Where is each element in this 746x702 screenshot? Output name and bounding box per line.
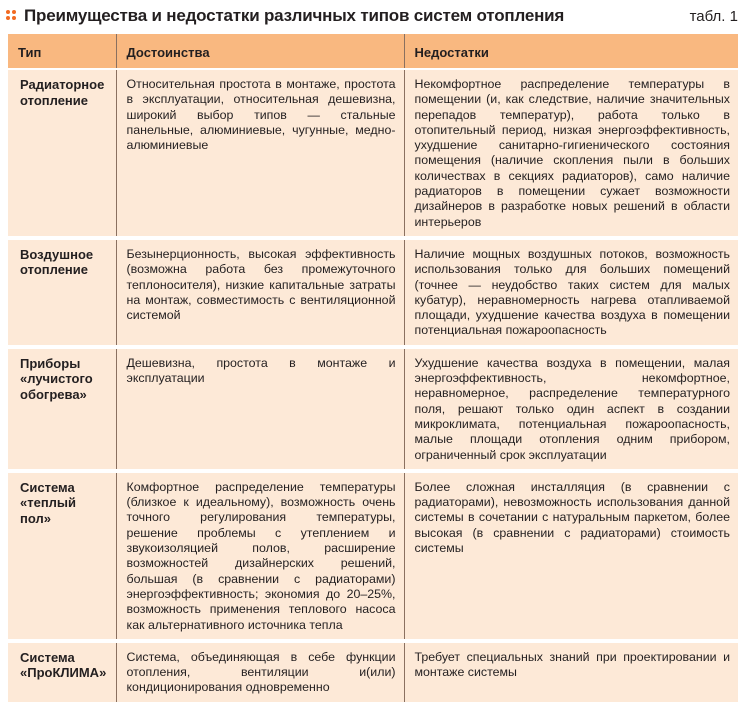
- heating-comparison-table: [8, 34, 738, 702]
- row-type-cell: Приборы «лучистого обогрева»: [8, 347, 116, 471]
- table-header-row: [8, 34, 738, 69]
- row-cons-cell: Наличие мощных воздушных потоков, возможность использования только для больших помещений (точнее — неудобство таких систем для малых кубатур), неравномерность нагрева отапливаемой площади, ухудшение качества воздуха в помещении потенциальная пожароопасность: [404, 238, 738, 347]
- comparison-table-container: [8, 34, 738, 695]
- row-pros-cell: Комфортное распределение температуры (близкое к идеальному), возможность очень точного регулирования температуры, решение проблемы с утеплением и звукоизоляцией полов, расширение возможностей дизайнерских решений, большая (в сравнении с радиаторами) энергоэффективность; экономия до 20–25%, возможность применения теплового насоса как альтернативного источника тепла: [116, 471, 404, 641]
- row-type-cell: Воздушное отопление: [8, 238, 116, 347]
- table-row: [8, 641, 738, 702]
- row-cons-cell: Некомфортное распределение температуры в помещении (и, как следствие, наличие значительных перепадов температур), работа только в отопительный период, низкая энергоэффективность, ухудшение санитарно-гигиенического состояния помещения (наличие скопления пыли в больших количествах в секциях радиаторов), само наличие радиаторов в помещении сужает возможности дизайнеров в разработке новых решений в области интерьеров: [404, 69, 738, 238]
- column-header-pros: Достоинства: [116, 34, 404, 69]
- row-cons-cell: Ухудшение качества воздуха в помещении, малая энергоэффективность, некомфортное, неравномерное, распределение температурного поля, решают только один аспект в создании микроклимата, потенциальная пожароопасность, малые площади отопления одним прибором, ограниченный срок эксплуатации: [404, 347, 738, 471]
- row-type-cell: Радиаторное отопление: [20, 77, 105, 108]
- table-row: [8, 347, 738, 471]
- table-row: [8, 69, 738, 238]
- bullet-dots-icon: [6, 10, 18, 22]
- column-header-type: Тип: [8, 34, 116, 69]
- table-row: [8, 238, 738, 347]
- row-pros-cell: Относительная простота в монтаже, простота в эксплуатации, относительная дешевизна, широкий выбор типов — стальные панельные, алюминиевые, чугунные, медно-алюминиевые: [116, 69, 404, 238]
- row-type-cell: Система «ПроКЛИМА»: [8, 641, 116, 702]
- row-pros-cell: Система, объединяющая в себе функции отопления, вентиляции и(или) кондиционирования одновременно: [116, 641, 404, 702]
- row-cons-cell: Требует специальных знаний при проектировании и монтаже системы: [404, 641, 738, 702]
- column-header-cons: Недостатки: [404, 34, 738, 69]
- table-row: [8, 471, 738, 641]
- table-title: Преимущества и недостатки различных типов систем отопления: [24, 6, 565, 25]
- table-number-label: табл. 1: [689, 8, 738, 25]
- row-pros-cell: Дешевизна, простота в монтаже и эксплуатации: [116, 347, 404, 471]
- row-cons-cell: Более сложная инсталляция (в сравнении с радиаторами), невозможность использования данной системы в сочетании с натуральным паркетом, более высокая (в сравнении с радиаторами) стоимость системы: [404, 471, 738, 641]
- row-pros-cell: Безынерционность, высокая эффективность (возможна работа без промежуточного теплоносителя), низкие капитальные затраты на монтаж, совместимость с вентиляционной системой: [116, 238, 404, 347]
- row-type-cell: Система «теплый пол»: [8, 471, 116, 641]
- title-bar: [0, 0, 746, 34]
